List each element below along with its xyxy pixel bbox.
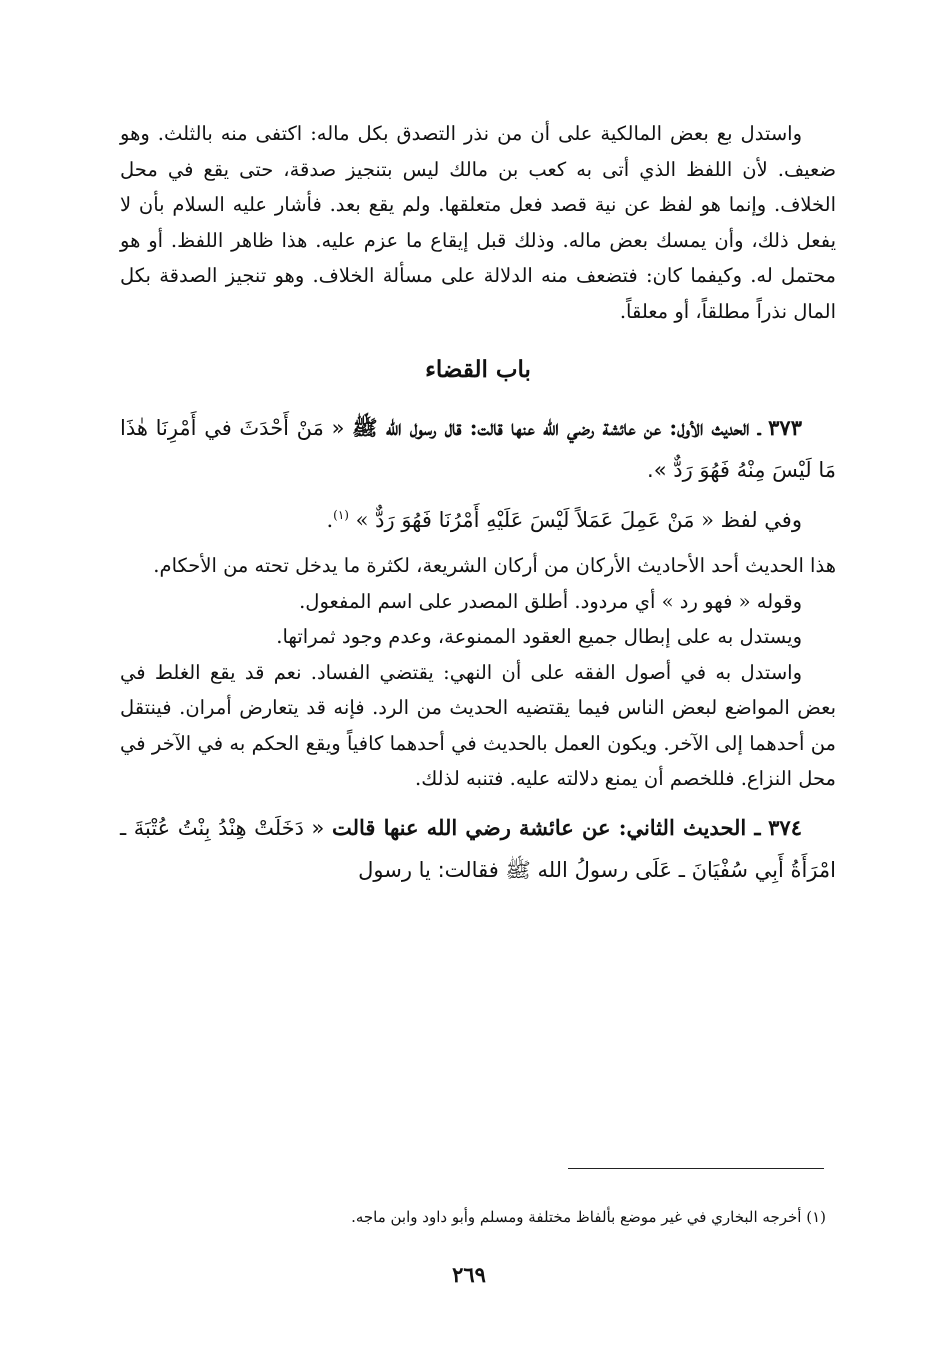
paragraph-commentary-3: ويستدل به على إبطال جميع العقود الممنوعة، وعدم وجود ثمراتها.	[276, 625, 802, 648]
hadith-374	[120, 807, 836, 891]
page-body	[120, 116, 836, 891]
hadith-374-text: « دَخَلَتْ هِنْدُ بِنْتُ عُتْبَةَ ـ امْرَأَةُ أَبِي سُفْيَانَ ـ عَلَى رسولُ الله ﷺ فقالت: يا رسول	[120, 815, 836, 882]
page-number: ٢٦٩	[452, 1262, 486, 1287]
spacer	[120, 797, 836, 807]
hadith-374-intro: ـ الحديث الثاني: عن عائشة رضي الله عنها قالت	[331, 814, 761, 840]
paragraph-intro: واستدل بع بعض المالكية على أن من نذر التصدق بكل ماله: اكتفى منه بالثلث. وهو ضعيف. لأن اللفظ الذي أتى به كعب بن مالك ليس بتنجيز صدقة، حتى يقع في محل الخلاف. وإنما هو لفظ عن نية قصد فعل متعلقها. ولم يقع بعد. فأشار عليه السلام بأن لا يفعل ذلك، وأن يمسك بعض ماله. وذلك قبل إيقاع ما عزم عليه. هذا ظاهر اللفظ. أو هو محتمل له. وكيفما كان: فتضعف منه الدلالة على مسألة الخلاف. وهو تنجيز الصدقة بكل المال نذراً مطلقاً، أو معلقاً.	[120, 122, 836, 323]
paragraph-commentary-4: واستدل به في أصول الفقه على أن النهي: يقتضي الفساد. نعم قد يقع الغلط في بعض المواضع لبعض الناس فيما يقتضيه الحديث من الرد. فإنه قد يتعارض أمران. فينتقل من أحدهما إلى الآخر. ويكون العمل بالحديث في أحدهما كافياً ويقع الحكم به في الآخر في محل النزاع. فللخصم أن يمنع دلالته عليه. فتنبه لذلك.	[120, 660, 836, 790]
paragraph-commentary-1: هذا الحديث أحد الأحاديث الأركان من أركان الشريعة، لكثرة ما يدخل تحته من الأحكام.	[153, 554, 836, 577]
footnote: (١) أخرجه البخاري في غير موضع بألفاظ مختلفة ومسلم وأبو داود وابن ماجه.	[351, 1208, 826, 1226]
paragraph-commentary-2: وقوله « فهو رد » أي مردود. أطلق المصدر على اسم المفعول.	[299, 589, 802, 613]
hadith-373-lafz-text: « مَنْ عَمِلَ عَمَلاً لَيْسَ عَلَيْهِ أَمْرُنَا فَهُوَ رَدٌّ »	[355, 508, 714, 532]
hadith-373-number: ٣٧٣	[768, 415, 802, 440]
footnote-divider	[568, 1168, 824, 1169]
hadith-373-lafz-intro: وفي لفظ	[720, 508, 802, 532]
hadith-373-intro: ـ الحديث الأول: عن عائشة رضي الله عنها قالت: قال رسول الله ﷺ	[352, 415, 761, 440]
hadith-373	[120, 407, 836, 491]
hadith-373-alt-wording: وفي لفظ « مَنْ عَمِلَ عَمَلاً لَيْسَ عَلَيْهِ أَمْرُنَا فَهُوَ رَدٌّ » $^{(١)}$.	[326, 508, 802, 532]
hadith-374-number: ٣٧٤	[768, 814, 802, 840]
section-heading: باب القضاء	[425, 356, 531, 383]
hadith-373-text: « مَنْ أَحْدَثَ في أَمْرِنَا هٰذَا مَا لَيْسَ مِنْهُ فَهُوَ رَدٌّ ».	[120, 416, 836, 482]
footnote-marker: (١)	[333, 508, 349, 522]
